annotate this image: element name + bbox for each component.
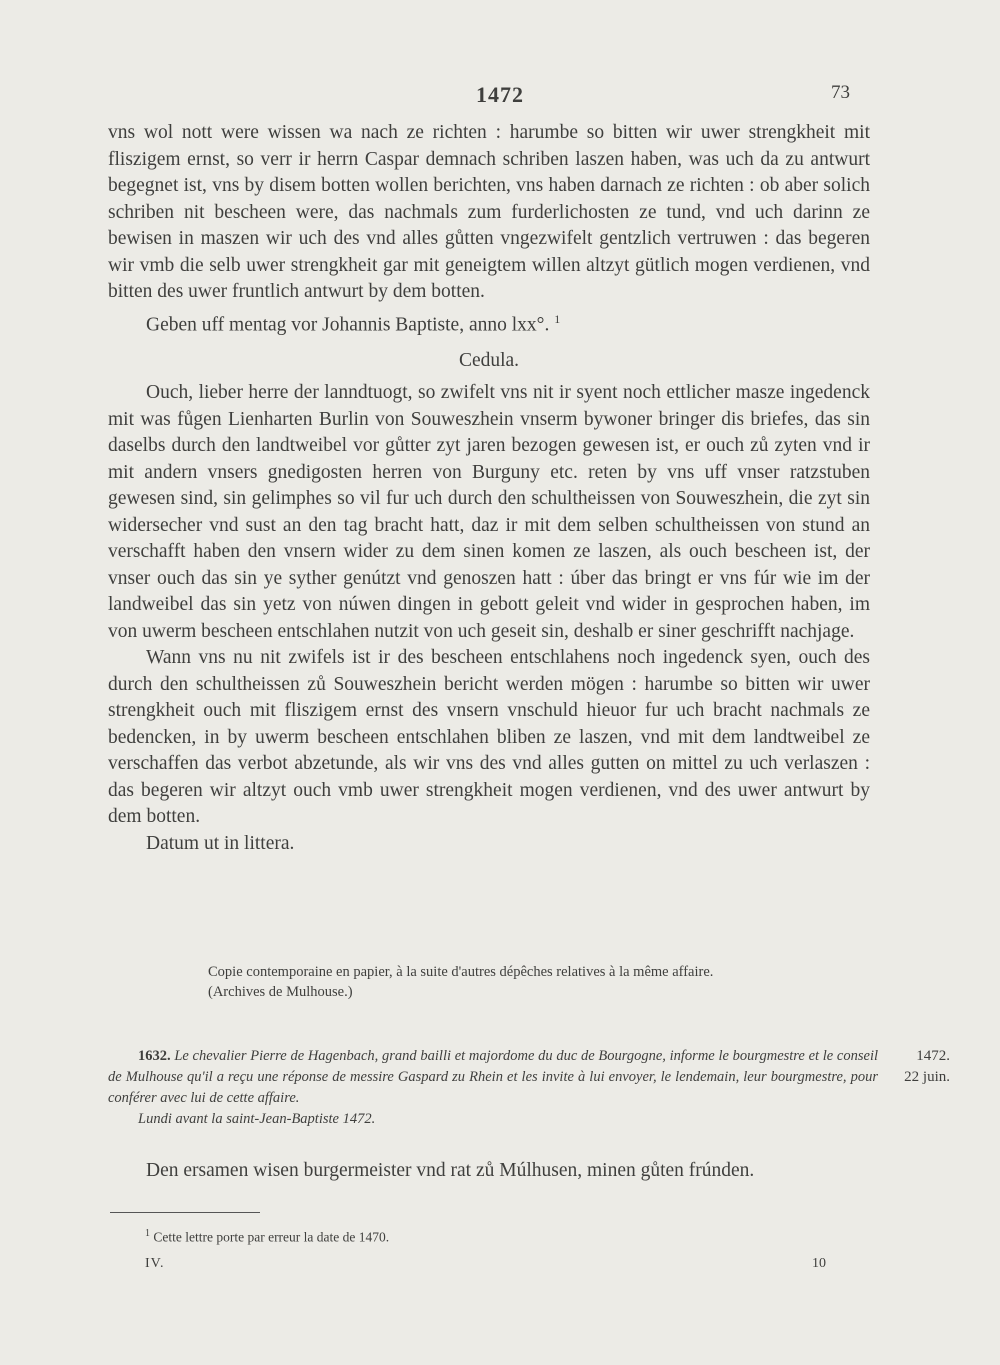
letter-body: [108, 120, 870, 857]
footnote-rule: [110, 1212, 260, 1213]
page-number: 73: [831, 82, 850, 103]
volume-signature: IV.: [145, 1256, 165, 1271]
address-line: Den ersamen wisen burgermeister vnd rat zů Múlhusen, minen gůten frúnden.: [146, 1160, 755, 1181]
regest-summary: [108, 1046, 878, 1109]
source-note-archive: (Archives de Mulhouse.): [208, 984, 353, 1000]
running-head-year: 1472: [476, 82, 524, 107]
source-note-line: Copie contemporaine en papier, à la suite d'autres dépêches relatives à la même affaire.: [208, 964, 714, 980]
cedula-paragraph: Ouch, lieber herre der lanndtuogt, so zwifelt vns nit ir syent noch ettlicher masze ingedenck mit was fůgen Lienharten Burlin von Souweszhein vnserm bywoner bringer dis briefes, das sin daselbs durch den landtweibel vor gůtter zyt jaren bezogen gewesen ist, er ouch zů zyten vnd ir mit andern vnsers gnedigosten herren von Burguny etc. reten by vns uff vnser ratzstuben gewesen sind, sin gelimphes so vil fur uch durch den schultheissen von Souweszhein, die zyt sin widersecher vnd sust an den tag bracht hatt, daz ir mit dem selben schultheissen von stund an verschafft haben den vnsern wider zu dem sinen komen ze laszen, als ouch bescheen ist, der vnser ouch das sin ye syther genútzt vnd genoszen hatt : úber das bringt er vns fúr wie im der landweibel das sin yetz von núwen dingen in gebott geleit vnd wider in gesprochen haben, im von uwerm bescheen entschlahen nutzit von uch geseit sin, deshalb er siner geschrifft nachjage.: [108, 382, 870, 642]
footnote: [145, 1228, 389, 1246]
margin-year: 1472.: [916, 1048, 950, 1064]
footnote-text: Cette lettre porte par erreur la date de 1470.: [153, 1229, 390, 1245]
footnote-marker: 1: [145, 1228, 150, 1239]
regest: [108, 1046, 878, 1130]
margin-date: [888, 1046, 950, 1088]
dateline-text: Geben uff mentag vor Johannis Baptiste, anno lxx°.: [146, 314, 550, 335]
regest-number: 1632.: [138, 1048, 171, 1064]
regest-dateline: Lundi avant la saint-Jean-Baptiste 1472.: [138, 1111, 376, 1127]
regest-text: Le chevalier Pierre de Hagenbach, grand bailli et majordome du duc de Bourgogne, informe le bourgmestre et le conseil de Mulhouse qu'il a reçu une réponse de messire Gaspard zu Rhein et les invite à lui envoyer, le lendemain, leur bourgmestre, pour conférer avec lui de cette affaire.: [108, 1048, 878, 1106]
footnote-ref: 1: [554, 311, 561, 326]
margin-day: 22 juin.: [904, 1069, 950, 1085]
cedula-closing: Datum ut in littera.: [146, 832, 295, 854]
letter-dateline: [108, 306, 870, 339]
sheet-number: 10: [812, 1256, 826, 1271]
source-note: [208, 962, 878, 1002]
cedula-paragraph: Wann vns nu nit zwifels ist ir des bescheen entschlahens noch ingedenck syen, ouch des durch den schultheissen zů Souweszhein bericht werden mögen : harumbe so bitten wir uwer strengkheit ouch mit fliszigem ernst des vnsern vnschuld hieuor fur uch bracht nachmals ze bedencken, in by uwerm bescheen entschlahen bliben ze laszen, vnd mit dem landtweibel ze verschaffen das verbot abzetunde, als wir vns des vnd alles gutten on mittel zu uch verlaszen : das begeren wir altzyt ouch vmb uwer strengkheit mogen verdienen, vnd des uwer antwurt by dem botten.: [108, 647, 870, 827]
letter-paragraph: vns wol nott were wissen wa nach ze richten : harumbe so bitten wir uwer strengkheit mit fliszigem ernst, so verr ir herrn Caspar demnach schriben laszen haben, was uch da zu antwurt begegnet ist, vns by disem botten wollen berichten, vns haben darnach ze richten : ob aber solich schriben nit bescheen were, das nachmals zum furderlichosten ze tund, vnd uch darinn ze bewisen in maszen wir uch des vnd alles gůtten vngezwifelt gentzlich vertruwen : das begeren wir vmb die selb uwer strengkheit gar mit geneigtem willen altzyt gütlich mogen verdienen, vnd bitten des uwer fruntlich antwurt by dem botten.: [108, 122, 870, 302]
cedula-heading: Cedula.: [458, 349, 520, 371]
